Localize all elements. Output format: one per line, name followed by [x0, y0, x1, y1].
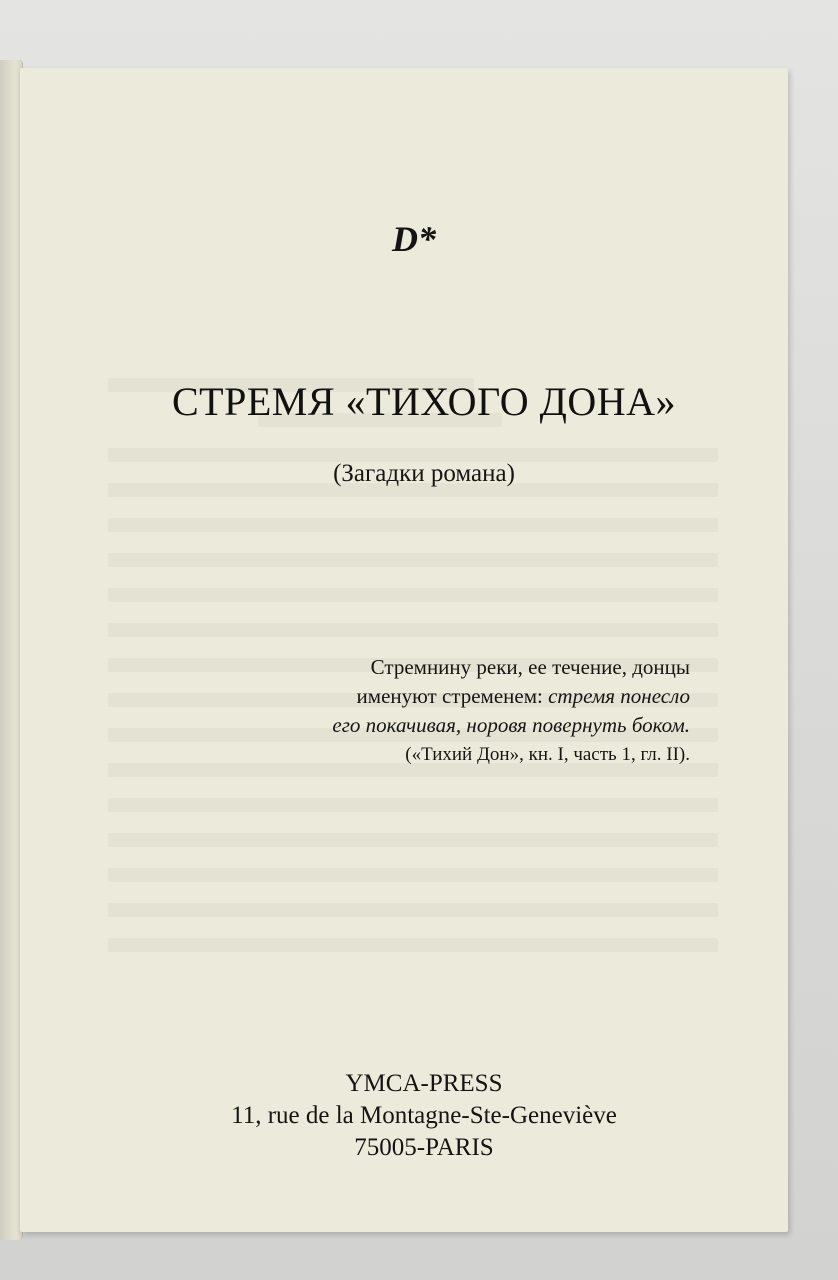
epigraph-line-2	[270, 682, 690, 711]
book-page	[20, 68, 788, 1232]
epigraph	[270, 653, 690, 769]
epigraph-line-2-italic: стремя понесло	[548, 684, 690, 708]
author-name: D*	[392, 219, 436, 259]
publisher-name: YMCA-PRESS	[345, 1070, 503, 1097]
epigraph-line-3: его покачивая, норовя повернуть боком.	[332, 713, 690, 737]
publisher-city: 75005-PARIS	[354, 1134, 494, 1161]
epigraph-line-1: Стремнину реки, ее течение, донцы	[370, 655, 690, 679]
book-subtitle: (Загадки романа)	[333, 460, 515, 487]
epigraph-source: («Тихий Дон», кн. I, часть 1, гл. II).	[405, 744, 690, 765]
publisher-block	[20, 1068, 788, 1164]
book-title: СТРЕМЯ «ТИХОГО ДОНА»	[171, 379, 677, 424]
epigraph-line-2-regular: именуют стременем:	[356, 684, 549, 708]
publisher-address: 11, rue de la Montagne-Ste-Geneviève	[231, 1102, 617, 1129]
